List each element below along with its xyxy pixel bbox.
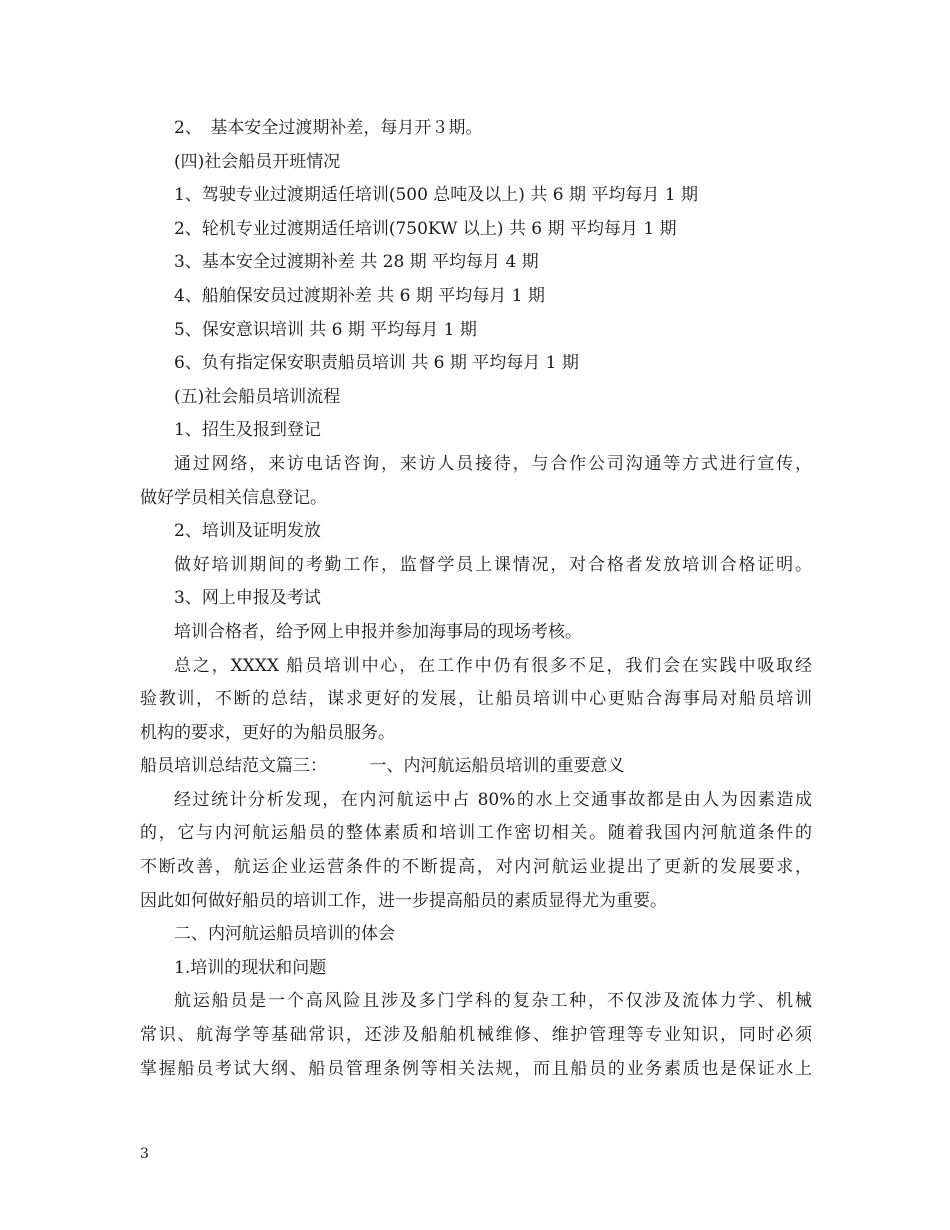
- paragraph-line: 培训合格者，给予网上申报并参加海事局的现场考核。: [174, 621, 582, 642]
- paragraph-line: 航运船员是一个高风险且涉及多门学科的复杂工种，不仅涉及流体力学、机械: [174, 991, 812, 1012]
- paragraph-line: 机构的要求，更好的为船员服务。: [140, 722, 395, 743]
- list-item: 2、轮机专业过渡期适任培训(750KW 以上) 共 6 期 平均每月 1 期: [174, 218, 677, 239]
- section-heading: 二、内河航运船员培训的体会: [174, 924, 395, 945]
- list-item: 6、负有指定保安职责船员培训 共 6 期 平均每月 1 期: [174, 353, 579, 374]
- paragraph-line: 验教训，不断的总结，谋求更好的发展，让船员培训中心更贴合海事局对船员培训: [140, 689, 812, 710]
- subsection-heading: 3、网上申报及考试: [174, 588, 321, 609]
- paragraph-line: 因此如何做好船员的培训工作，进一步提高船员的素质显得尤为重要。: [140, 890, 667, 911]
- paragraph-line: 做好培训期间的考勤工作，监督学员上课情况，对合格者发放培训合格证明。: [174, 554, 812, 575]
- paragraph-line: 通过网络，来访电话咨询，来访人员接待，与合作公司沟通等方式进行宣传，: [174, 453, 812, 474]
- article-title-line: 船员培训总结范文篇三： 一、内河航运船员培训的重要意义: [140, 756, 625, 777]
- subsection-heading: 1、招生及报到登记: [174, 420, 321, 441]
- page-number: 3: [140, 1146, 149, 1162]
- subsection-heading: 2、培训及证明发放: [174, 521, 321, 542]
- list-item: 4、船舶保安员过渡期补差 共 6 期 平均每月 1 期: [174, 285, 545, 306]
- section-heading: (四)社会船员开班情况: [174, 151, 341, 172]
- list-item: 5、保安意识培训 共 6 期 平均每月 1 期: [174, 319, 477, 340]
- paragraph-line: 常识、航海学等基础常识，还涉及船舶机械维修、维护管理等专业知识，同时必须: [140, 1025, 812, 1046]
- paragraph-line: 经过统计分析发现，在内河航运中占 80%的水上交通事故都是由人为因素造成: [174, 789, 812, 810]
- paragraph-line: 掌握船员考试大纲、船员管理条例等相关法规，而且船员的业务素质也是保证水上: [140, 1058, 812, 1079]
- list-item: 3、基本安全过渡期补差 共 28 期 平均每月 4 期: [174, 252, 539, 273]
- subsection-heading: 1.培训的现状和问题: [174, 957, 327, 978]
- paragraph-line: 做好学员相关信息登记。: [140, 487, 327, 508]
- paragraph-line: 的，它与内河航运船员的整体素质和培训工作密切相关。随着我国内河航道条件的: [140, 823, 812, 844]
- section-heading: (五)社会船员培训流程: [174, 386, 341, 407]
- paragraph-line: 总之，XXXX 船员培训中心，在工作中仍有很多不足，我们会在实践中吸取经: [174, 655, 812, 676]
- document-body: [140, 112, 812, 1086]
- list-item: 2、 基本安全过渡期补差，每月开３期。: [174, 118, 483, 138]
- paragraph-line: 不断改善，航运企业运营条件的不断提高，对内河航运业提出了更新的发展要求，: [140, 857, 812, 878]
- list-item: 1、驾驶专业过渡期适任培训(500 总吨及以上) 共 6 期 平均每月 1 期: [174, 185, 698, 206]
